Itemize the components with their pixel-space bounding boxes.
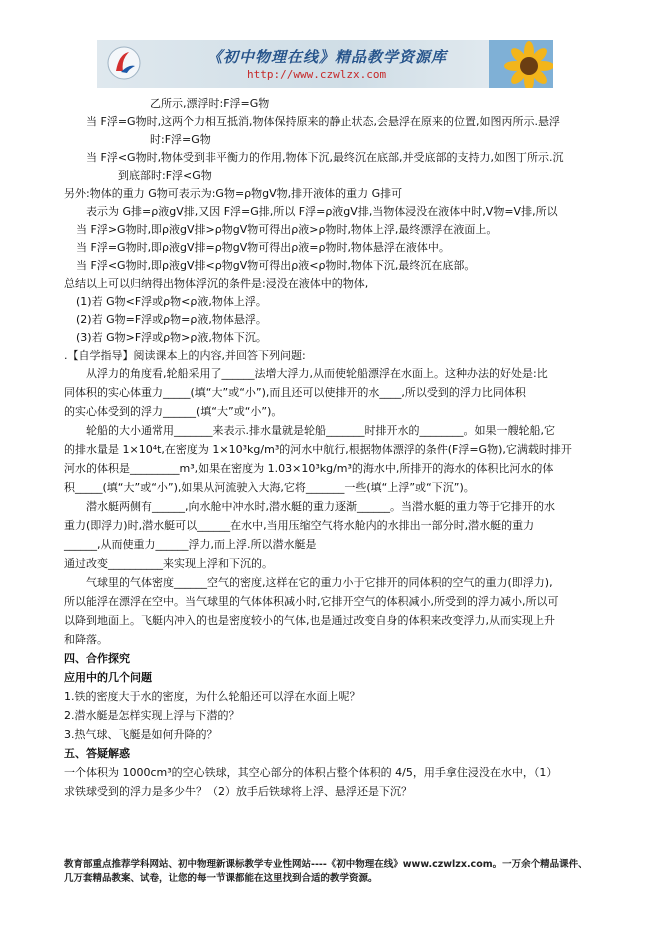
text-line: 当 F浮=G物时,这两个力相互抵消,物体保持原来的静止状态,会悬浮在原来的位置,如图丙所示.悬浮 [86,115,561,128]
text-line: 当 F浮<G物时,物体受到非平衡力的作用,物体下沉,最终沉在底部,并受底部的支持力,如图丁所示.沉 [86,151,564,164]
text-line: 当 F浮>G物时,即ρ液gV排>ρ物gV物可得出ρ液>ρ物时,物体上浮,最终漂浮在液面上。 [76,223,498,236]
text-line: 一个体积为 1000cm³的空心铁球，其空心部分的体积占整个体积的 4/5，用手拿住浸没在水中，（1） [64,766,558,779]
text-line: (1)若 G物<F浮或ρ物<ρ液,物体上浮。 [76,295,267,308]
text-line: 以降到地面上。飞艇内冲入的也是密度较小的气体,也是通过改变自身的体积来改变浮力,从而实现上升 [64,614,555,627]
banner-url: http://www.czwlzx.com [247,68,387,81]
text-line: 的排水量是 1×10⁴t,在密度为 1×10³kg/m³的河水中航行,根据物体漂浮的条件(F浮=G物),它满载时排开 [64,443,572,456]
text-line: 表示为 G排=ρ液gV排,又因 F浮=G排,所以 F浮=ρ液gV排,当物体浸没在液体中时,V物=V排,所以 [86,205,558,218]
text-line: (2)若 G物=F浮或ρ物=ρ液,物体悬浮。 [76,313,267,326]
page-footer [64,858,604,886]
text-line: 所以能浮在漂浮在空中。当气球里的气体体积减小时,它排开空气的体积减小,所受到的浮力减小,所以可 [64,595,559,608]
section-heading: 五、答疑解惑 [64,747,130,760]
text-line: 的实心体受到的浮力______(填“大”或“小”)。 [64,405,283,418]
document-body [64,95,604,802]
text-line: 乙所示,漂浮时:F浮=G物 [150,97,270,110]
text-line: 积_____(填“大”或“小”),如果从河流驶入大海,它将_______一些(填“上浮”或“下沉”)。 [64,481,475,494]
text-line: 到底部时:F浮<G物 [118,169,212,182]
text-line: 时:F浮=G物 [150,133,211,146]
question-item: 2.潜水艇是怎样实现上浮与下潜的？ [64,709,240,722]
subsection-heading: 应用中的几个问题 [64,671,152,684]
section-heading: 四、合作探究 [64,652,130,665]
text-line: 当 F浮<G物时,即ρ液gV排<ρ物gV物可得出ρ液<ρ物时,物体下沉,最终沉在底部。 [76,259,476,272]
text-line: 和降落。 [64,633,108,646]
question-item: 3.热气球、飞艇是如何升降的？ [64,728,218,741]
text-line: 求铁球受到的浮力是多少牛？（2）放手后铁球将上浮、悬浮还是下沉？ [64,785,412,798]
text-line: 潜水艇两侧有______,向水舱中冲水时,潜水艇的重力逐渐______。当潜水艇的重力等于它排开的水 [86,500,555,513]
text-line: .【自学指导】阅读课本上的内容,并回答下列问题: [64,349,306,362]
text-line: 通过改变__________来实现上浮和下沉的。 [64,557,273,570]
text-line: (3)若 G物>F浮或ρ物>ρ液,物体下沉。 [76,331,267,344]
text-line: 河水的体积是_________m³,如果在密度为 1.03×10³kg/m³的海水中,所排开的海水的体积比河水的体 [64,462,554,475]
header-banner [97,40,553,88]
text-line: 从浮力的角度看,轮船采用了______法增大浮力,从而使轮船漂浮在水面上。这种办法的好处是:比 [86,367,548,380]
text-line: 另外:物体的重力 G物可表示为:G物=ρ物gV物,排开液体的重力 G排可 [64,187,403,200]
text-line: 气球里的气体密度______空气的密度,这样在它的重力小于它排开的同体积的空气的重力(即浮力), [86,576,553,589]
site-logo-icon [107,46,141,80]
banner-title: 《初中物理在线》精品教学资源库 [207,48,448,66]
text-line: 当 F浮=G物时,即ρ液gV排=ρ物gV物可得出ρ液=ρ物时,物体悬浮在液体中。 [76,241,450,254]
question-item: 1.铁的密度大于水的密度，为什么轮船还可以浮在水面上呢？ [64,690,361,703]
sunflower-icon [489,40,553,88]
text-line: ______,从而使重力______浮力,而上浮.所以潜水艇是 [64,538,317,551]
text-line: 总结以上可以归纳得出物体浮沉的条件是:浸没在液体中的物体, [64,277,369,290]
footer-line: 几万套精品教案、试卷，让您的每一节课都能在这里找到合适的教学资源。 [64,873,378,884]
footer-line: 教育部重点推荐学科网站、初中物理新课标教学专业性网站----《初中物理在线》www.czwlzx.com。一万余个精品课件、 [64,859,588,870]
text-line: 同体积的实心体重力_____(填“大”或“小”),而且还可以使排开的水____,所以受到的浮力比同体积 [64,386,526,399]
text-line: 重力(即浮力)时,潜水艇可以______在水中,当用压缩空气将水舱内的水排出一部分时,潜水艇的重力 [64,519,535,532]
text-line: 轮船的大小通常用_______来表示.排水量就是轮船_______时排开水的________。如果一艘轮船,它 [86,424,555,437]
